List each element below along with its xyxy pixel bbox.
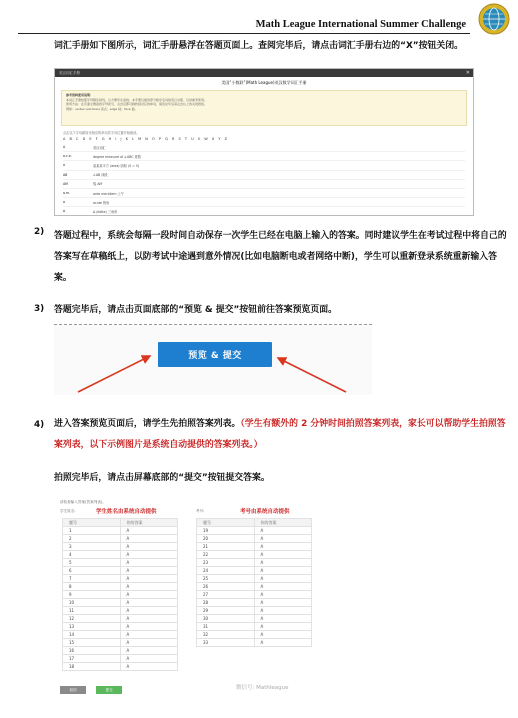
answer-cell: A [254, 607, 312, 615]
dictionary-definition: degree measure of ∠ABC 度数 [93, 154, 141, 159]
table-row [63, 559, 178, 567]
dictionary-row [63, 180, 465, 189]
notice-heading: 参考资料使用说明： [66, 93, 94, 97]
header-title: Math League International Summer Challenge [255, 19, 466, 30]
question-number: 17 [63, 655, 121, 663]
column-header: 你的答案 [254, 519, 312, 527]
student-id-note: 考号由系统自动提供 [240, 509, 290, 515]
table-row [197, 615, 312, 623]
dictionary-rows [55, 143, 473, 216]
dictionary-term: a [63, 163, 65, 168]
question-number: 32 [197, 631, 255, 639]
answer-cell: A [120, 543, 178, 551]
answer-cell: A [120, 535, 178, 543]
arrow-right [278, 358, 346, 392]
answer-heading: 请检查输入答案(答案列表)。 [60, 500, 106, 504]
column-header: 题号 [63, 519, 121, 527]
dictionary-definition: 英汉词汇 [93, 145, 106, 150]
table-header [197, 519, 312, 527]
step2-text: 答题过程中，系统会每隔一段时间自动保存一次学生已经在电脑上输入的答案。同时建议学生在考试过程中将自己的答案写在草稿纸上，以防考试中途遇到意外情况(比如电脑断电或者网络中断)，学生可以重新登录系统重新输入答案。 [54, 231, 507, 283]
step4-text [54, 414, 512, 456]
answer-cell: A [120, 607, 178, 615]
notice-line: 使用方法：在页面左侧查找字母索引，点击后即可跳转到对应的单词，阅读完毕后请点击右上角关闭按钮。 [66, 102, 208, 107]
dictionary-row [63, 171, 465, 180]
answer-cell: A [254, 591, 312, 599]
table-row [197, 535, 312, 543]
question-number: 27 [197, 591, 255, 599]
dictionary-row [63, 143, 465, 152]
answer-cell: A [120, 631, 178, 639]
student-name-label: 学生姓名: [60, 509, 76, 513]
question-number: 18 [63, 663, 121, 671]
column-header: 你的答案 [120, 519, 178, 527]
table-row [197, 631, 312, 639]
table-row [63, 543, 178, 551]
answer-cell: A [254, 527, 312, 535]
table-row [63, 663, 178, 671]
column-header: 题号 [197, 519, 255, 527]
table-row [63, 623, 178, 631]
table-row [197, 607, 312, 615]
question-number: 1 [63, 527, 121, 535]
answer-cell: A [254, 623, 312, 631]
table-row [63, 655, 178, 663]
dictionary-screenshot [54, 68, 474, 216]
table-row [63, 551, 178, 559]
dictionary-definition: ante meridiem 上午 [93, 191, 124, 196]
table-row [197, 527, 312, 535]
question-number: 5 [63, 559, 121, 567]
question-number: 22 [197, 551, 255, 559]
dictionary-definition: acute 锐角 [93, 200, 110, 205]
answer-cell: A [120, 591, 178, 599]
step-number: 4) [34, 420, 45, 430]
question-number: 19 [197, 527, 255, 535]
table-row [63, 639, 178, 647]
dictionary-row [63, 161, 465, 170]
answer-cell: A [254, 631, 312, 639]
question-number: 29 [197, 607, 255, 615]
question-number: 12 [63, 615, 121, 623]
table-row [197, 567, 312, 575]
question-number: 23 [197, 559, 255, 567]
header-rule [18, 33, 470, 34]
question-number: 25 [197, 575, 255, 583]
globe-emblem-icon [478, 3, 510, 35]
answer-table-right [196, 518, 312, 647]
table-row [63, 631, 178, 639]
question-number: 20 [197, 535, 255, 543]
table-row [63, 567, 178, 575]
question-number: 2 [63, 535, 121, 543]
table-row [63, 535, 178, 543]
back-button[interactable]: 返回 [60, 686, 86, 694]
question-number: 24 [197, 567, 255, 575]
table-row [63, 599, 178, 607]
answer-cell: A [254, 575, 312, 583]
question-number: 16 [63, 647, 121, 655]
table-row [63, 527, 178, 535]
answer-table-left [62, 518, 178, 671]
dictionary-title: 美国“小数联”(Math League)英汉数学词汇手册 [221, 80, 307, 85]
dictionary-definition: 弧 AM [93, 182, 103, 187]
dictionary-window-title: 英汉词汇手册 [55, 69, 473, 77]
question-number: 14 [63, 631, 121, 639]
dictionary-definition: ∠AB 线段 [93, 173, 108, 178]
question-number: 4 [63, 551, 121, 559]
notice-line: 例如：vertex (vertices) 顶点；edge 棱；face 面。 [66, 106, 138, 111]
table-row [63, 615, 178, 623]
answer-cell: A [120, 527, 178, 535]
table-row [63, 575, 178, 583]
answer-list-screenshot [56, 496, 326, 700]
answer-cell: A [120, 647, 178, 655]
answer-cell: A [254, 543, 312, 551]
answer-cell: A [120, 583, 178, 591]
step4-line2: 拍照完毕后，请点击屏幕底部的“提交”按钮提交答案。 [54, 473, 270, 483]
answer-cell: A [120, 655, 178, 663]
question-number: 13 [63, 623, 121, 631]
table-row [63, 647, 178, 655]
question-number: 21 [197, 543, 255, 551]
answer-cell: A [120, 567, 178, 575]
notice-line: 本词汇手册按照字母顺序排列，以方便学生查找；本手册仅提供部分数学名词的英汉对照，仅供参考使用。 [66, 97, 208, 102]
question-number: 6 [63, 567, 121, 575]
table-row [197, 551, 312, 559]
dictionary-term: AM [63, 181, 68, 186]
answer-cell: A [120, 663, 178, 671]
question-number: 31 [197, 623, 255, 631]
answer-cell: A [254, 567, 312, 575]
answer-cell: A [120, 551, 178, 559]
table-row [197, 599, 312, 607]
dictionary-notice [61, 90, 467, 126]
dictionary-term: Δ [63, 209, 66, 214]
dictionary-row [63, 189, 465, 198]
question-number: 7 [63, 575, 121, 583]
question-number: 15 [63, 639, 121, 647]
question-number: 8 [63, 583, 121, 591]
table-row [197, 575, 312, 583]
answer-cell: A [120, 575, 178, 583]
question-number: 26 [197, 583, 255, 591]
submit-button[interactable]: 提交 [96, 686, 122, 694]
step-number: 2) [34, 227, 45, 237]
step4-text-note: （学生有额外的 2 分钟时间拍照答案列表，家长可以帮助学生拍照答案列表，以下示例图片是系统自动提供的答案列表。） [54, 419, 506, 450]
table-row [63, 583, 178, 591]
question-number: 30 [197, 615, 255, 623]
answer-cell: A [120, 559, 178, 567]
pointer-arrows [54, 324, 372, 394]
table-row [63, 591, 178, 599]
letter-index[interactable]: A B C D E F G H I J K L M N O P Q R S T U V W X Y Z [63, 137, 228, 141]
dictionary-term: A [63, 145, 66, 150]
table-row [63, 607, 178, 615]
answer-cell: A [254, 559, 312, 567]
question-number: 10 [63, 599, 121, 607]
table-row [197, 583, 312, 591]
question-number: 9 [63, 591, 121, 599]
answer-cell: A [254, 639, 312, 647]
dictionary-row [63, 207, 465, 216]
answer-cell: A [254, 535, 312, 543]
dictionary-row [63, 152, 465, 161]
table-row [197, 591, 312, 599]
watermark: 微信号: Mathleague [236, 685, 289, 691]
close-icon[interactable]: ✕ [465, 70, 470, 76]
answer-cell: A [254, 599, 312, 607]
dictionary-term: a.m. [63, 191, 71, 196]
dictionary-term: a [63, 200, 65, 205]
question-number: 11 [63, 607, 121, 615]
table-row [197, 639, 312, 647]
step-number: 3) [34, 304, 45, 314]
answer-cell: A [254, 551, 312, 559]
answer-cell: A [254, 583, 312, 591]
step4-text-prefix: 进入答案预览页面后，请学生先拍照答案列表。 [54, 419, 241, 429]
answer-cell: A [120, 599, 178, 607]
table-row [197, 623, 312, 631]
step3-text: 答题完毕后，请点击页面底部的“预览 & 提交”按钮前往答案预览页面。 [54, 305, 337, 315]
answer-cell: A [254, 615, 312, 623]
question-number: 28 [197, 599, 255, 607]
dictionary-term: AB [63, 172, 68, 177]
student-name-note: 学生姓名由系统自动提供 [96, 509, 157, 515]
question-number: 33 [197, 639, 255, 647]
table-row [197, 543, 312, 551]
intro-text: 词汇手册如下图所示，词汇手册悬浮在答题页面上。查阅完毕后，请点击词汇手册右边的“X”按钮关闭。 [54, 41, 464, 51]
arrow-left [78, 356, 150, 392]
answer-cell: A [120, 623, 178, 631]
preview-submit-button[interactable]: 预览 & 提交 [158, 342, 272, 367]
dictionary-hint: 点击以下字母跳转至相应的单词首字母位置开始阅读。 [63, 131, 140, 135]
answer-cell: A [120, 615, 178, 623]
student-id-label: 考号: [196, 509, 205, 513]
dictionary-definition: Δ (delta) 三角形 [93, 209, 118, 214]
dictionary-row [63, 198, 465, 207]
table-row [197, 559, 312, 567]
table-header [63, 519, 178, 527]
answer-cell: A [120, 639, 178, 647]
question-number: 3 [63, 543, 121, 551]
dictionary-definition: 某某某平方 (area) 面积 (S = 5) [93, 163, 140, 168]
dictionary-term: a.c.e. [63, 154, 72, 159]
